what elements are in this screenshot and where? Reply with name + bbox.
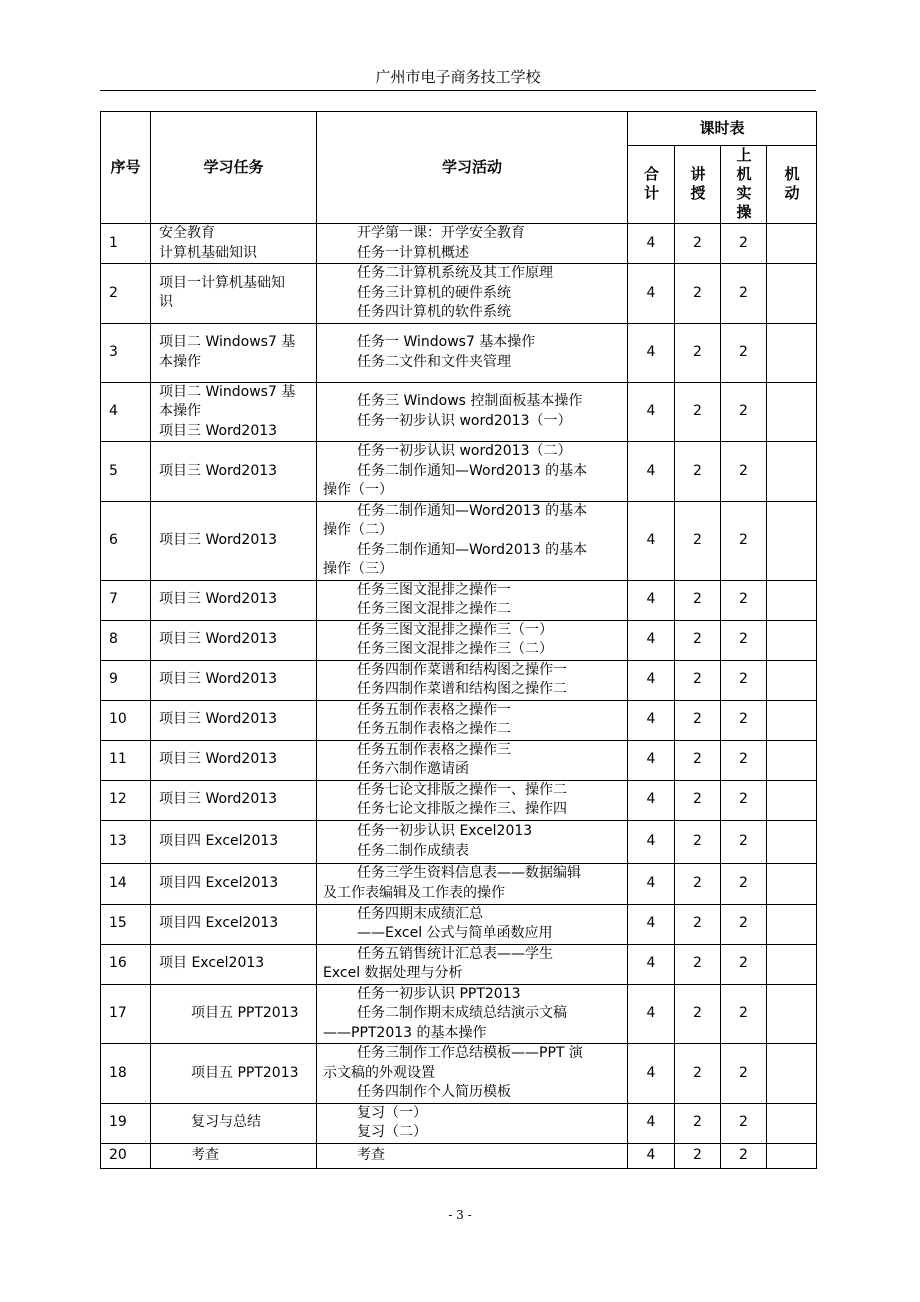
activity-line: 任务四制作菜谱和结构图之操作二 bbox=[357, 681, 567, 697]
hours-total: 4 bbox=[628, 442, 675, 502]
hours-flex bbox=[767, 820, 817, 863]
learning-activity bbox=[317, 780, 628, 820]
hours-practice: 2 bbox=[721, 820, 767, 863]
learning-task bbox=[151, 580, 317, 620]
activity-line: 任务二文件和文件夹管理 bbox=[357, 353, 511, 370]
table-row bbox=[101, 1103, 817, 1143]
row-number: 9 bbox=[101, 660, 151, 700]
hours-lecture: 2 bbox=[675, 984, 721, 1044]
hours-flex bbox=[767, 501, 817, 580]
header-total: 合计 bbox=[628, 146, 675, 224]
learning-activity bbox=[317, 1103, 628, 1143]
hours-lecture: 2 bbox=[675, 904, 721, 944]
hours-flex bbox=[767, 382, 817, 442]
hours-total: 4 bbox=[628, 944, 675, 984]
row-number: 20 bbox=[101, 1143, 151, 1168]
learning-task bbox=[151, 1143, 317, 1168]
row-number: 10 bbox=[101, 700, 151, 740]
hours-lecture: 2 bbox=[675, 1143, 721, 1168]
activity-line: 任务七论文排版之操作一、操作二 bbox=[357, 781, 567, 798]
task-line: 本操作 bbox=[159, 353, 201, 370]
hours-total: 4 bbox=[628, 264, 675, 324]
hours-total: 4 bbox=[628, 323, 675, 382]
hours-lecture: 2 bbox=[675, 820, 721, 863]
task-line: 考查 bbox=[191, 1146, 219, 1163]
hours-lecture: 2 bbox=[675, 700, 721, 740]
learning-task bbox=[151, 780, 317, 820]
row-number: 5 bbox=[101, 442, 151, 502]
learning-task bbox=[151, 323, 317, 382]
hours-total: 4 bbox=[628, 780, 675, 820]
hours-lecture: 2 bbox=[675, 382, 721, 442]
hours-practice: 2 bbox=[721, 740, 767, 780]
learning-activity bbox=[317, 323, 628, 382]
hours-lecture: 2 bbox=[675, 224, 721, 264]
learning-activity bbox=[317, 264, 628, 324]
learning-activity bbox=[317, 863, 628, 904]
hours-practice: 2 bbox=[721, 382, 767, 442]
task-line: 计算机基础知识 bbox=[159, 244, 257, 261]
hours-total: 4 bbox=[628, 660, 675, 700]
hours-practice: 2 bbox=[721, 501, 767, 580]
hours-lecture: 2 bbox=[675, 863, 721, 904]
task-line: 项目三 Word2013 bbox=[159, 711, 278, 728]
row-number: 2 bbox=[101, 264, 151, 324]
activity-line: 操作（三） bbox=[323, 561, 393, 577]
row-number: 16 bbox=[101, 944, 151, 984]
activity-line: 任务二制作期末成绩总结演示文稿 bbox=[357, 1005, 567, 1021]
task-line: 项目 Excel2013 bbox=[159, 955, 265, 972]
hours-practice: 2 bbox=[721, 224, 767, 264]
activity-line: 任务一初步认识 Excel2013 bbox=[357, 823, 533, 839]
learning-task bbox=[151, 224, 317, 264]
activity-line: Excel 数据处理与分析 bbox=[323, 965, 463, 981]
activity-line: ——PPT2013 的基本操作 bbox=[323, 1024, 487, 1041]
activity-line: 任务三图文混排之操作三（二） bbox=[357, 641, 553, 657]
learning-task bbox=[151, 1103, 317, 1143]
table-row bbox=[101, 323, 817, 382]
row-number: 11 bbox=[101, 740, 151, 780]
hours-total: 4 bbox=[628, 620, 675, 660]
learning-task bbox=[151, 264, 317, 324]
hours-practice: 2 bbox=[721, 1103, 767, 1143]
hours-total: 4 bbox=[628, 382, 675, 442]
table-row bbox=[101, 442, 817, 502]
task-line: 项目四 Excel2013 bbox=[159, 915, 279, 932]
learning-task bbox=[151, 382, 317, 442]
learning-activity bbox=[317, 620, 628, 660]
task-line: 项目三 Word2013 bbox=[159, 591, 278, 608]
activity-line: 操作（一） bbox=[323, 482, 393, 498]
task-line: 项目一计算机基础知 bbox=[159, 274, 285, 291]
table-row bbox=[101, 501, 817, 580]
row-number: 15 bbox=[101, 904, 151, 944]
learning-activity bbox=[317, 700, 628, 740]
activity-line: 任务五制作表格之操作一 bbox=[357, 701, 511, 718]
hours-total: 4 bbox=[628, 1103, 675, 1143]
table-row bbox=[101, 863, 817, 904]
learning-task bbox=[151, 740, 317, 780]
table-row bbox=[101, 264, 817, 324]
task-line: 项目三 Word2013 bbox=[159, 631, 278, 648]
learning-task bbox=[151, 620, 317, 660]
hours-flex bbox=[767, 1103, 817, 1143]
learning-activity bbox=[317, 820, 628, 863]
hours-practice: 2 bbox=[721, 620, 767, 660]
table-row bbox=[101, 700, 817, 740]
activity-line: ——Excel 公式与简单函数应用 bbox=[357, 925, 553, 941]
activity-line: 复习（一） bbox=[357, 1104, 427, 1121]
learning-task bbox=[151, 660, 317, 700]
learning-activity bbox=[317, 740, 628, 780]
activity-line: 任务三学生资料信息表——数据编辑 bbox=[357, 865, 581, 881]
hours-flex bbox=[767, 1143, 817, 1168]
learning-task bbox=[151, 820, 317, 863]
learning-task bbox=[151, 944, 317, 984]
task-line: 项目三 Word2013 bbox=[159, 751, 278, 768]
row-number: 6 bbox=[101, 501, 151, 580]
hours-practice: 2 bbox=[721, 944, 767, 984]
activity-line: 任务三计算机的硬件系统 bbox=[357, 284, 511, 301]
learning-task bbox=[151, 984, 317, 1044]
table-row bbox=[101, 780, 817, 820]
learning-task bbox=[151, 700, 317, 740]
learning-activity bbox=[317, 660, 628, 700]
task-line: 项目五 PPT2013 bbox=[191, 1005, 299, 1021]
activity-line: 任务四计算机的软件系统 bbox=[357, 304, 511, 320]
activity-line: 及工作表编辑及工作表的操作 bbox=[323, 884, 505, 901]
table-row bbox=[101, 660, 817, 700]
task-line: 本操作 bbox=[159, 403, 201, 419]
task-line: 项目二 Windows7 基 bbox=[159, 383, 296, 400]
activity-line: 开学第一课：开学安全教育 bbox=[357, 225, 525, 241]
hours-total: 4 bbox=[628, 863, 675, 904]
learning-activity bbox=[317, 501, 628, 580]
learning-activity bbox=[317, 382, 628, 442]
activity-line: 任务五制作表格之操作二 bbox=[357, 721, 511, 737]
activity-line: 任务一初步认识 word2013（一） bbox=[357, 412, 572, 429]
activity-line: 任务一初步认识 word2013（二） bbox=[357, 443, 572, 459]
schedule-body bbox=[101, 224, 817, 1169]
task-line: 项目三 Word2013 bbox=[159, 671, 278, 688]
header-activity: 学习活动 bbox=[317, 112, 628, 224]
activity-line: 任务三图文混排之操作三（一） bbox=[357, 621, 553, 638]
task-line: 项目四 Excel2013 bbox=[159, 832, 279, 849]
task-line: 项目二 Windows7 基 bbox=[159, 334, 296, 350]
hours-flex bbox=[767, 740, 817, 780]
hours-flex bbox=[767, 984, 817, 1044]
header-lecture: 讲授 bbox=[675, 146, 721, 224]
hours-practice: 2 bbox=[721, 700, 767, 740]
hours-flex bbox=[767, 580, 817, 620]
hours-practice: 2 bbox=[721, 904, 767, 944]
table-row bbox=[101, 820, 817, 863]
hours-total: 4 bbox=[628, 984, 675, 1044]
learning-activity bbox=[317, 442, 628, 502]
row-number: 4 bbox=[101, 382, 151, 442]
learning-task bbox=[151, 501, 317, 580]
hours-flex bbox=[767, 863, 817, 904]
hours-practice: 2 bbox=[721, 1143, 767, 1168]
table-row bbox=[101, 620, 817, 660]
learning-activity bbox=[317, 944, 628, 984]
hours-total: 4 bbox=[628, 700, 675, 740]
activity-line: 任务二制作通知—Word2013 的基本 bbox=[357, 462, 588, 479]
hours-total: 4 bbox=[628, 224, 675, 264]
hours-practice: 2 bbox=[721, 660, 767, 700]
activity-line: 任务三 Windows 控制面板基本操作 bbox=[357, 393, 583, 410]
task-line: 项目四 Excel2013 bbox=[159, 874, 279, 891]
table-row bbox=[101, 580, 817, 620]
activity-line: 任务二制作通知—Word2013 的基本 bbox=[357, 502, 588, 519]
activity-line: 考查 bbox=[357, 1146, 385, 1163]
task-line: 项目五 PPT2013 bbox=[191, 1064, 299, 1081]
learning-task bbox=[151, 442, 317, 502]
hours-flex bbox=[767, 224, 817, 264]
hours-total: 4 bbox=[628, 904, 675, 944]
hours-total: 4 bbox=[628, 501, 675, 580]
activity-line: 任务五制作表格之操作三 bbox=[357, 741, 511, 758]
hours-flex bbox=[767, 264, 817, 324]
hours-flex bbox=[767, 620, 817, 660]
table-row bbox=[101, 382, 817, 442]
header-hours: 课时表 bbox=[628, 112, 817, 146]
activity-line: 任务一 Windows7 基本操作 bbox=[357, 334, 536, 350]
hours-total: 4 bbox=[628, 580, 675, 620]
activity-line: 任务七论文排版之操作三、操作四 bbox=[357, 801, 567, 817]
hours-practice: 2 bbox=[721, 1044, 767, 1104]
hours-lecture: 2 bbox=[675, 580, 721, 620]
hours-flex bbox=[767, 780, 817, 820]
hours-lecture: 2 bbox=[675, 323, 721, 382]
hours-total: 4 bbox=[628, 1143, 675, 1168]
activity-line: 任务四期末成绩汇总 bbox=[357, 905, 483, 922]
activity-line: 任务二制作成绩表 bbox=[357, 842, 469, 859]
hours-lecture: 2 bbox=[675, 264, 721, 324]
row-number: 8 bbox=[101, 620, 151, 660]
header-divider bbox=[100, 90, 816, 91]
hours-lecture: 2 bbox=[675, 1103, 721, 1143]
hours-practice: 2 bbox=[721, 264, 767, 324]
hours-lecture: 2 bbox=[675, 740, 721, 780]
hours-flex bbox=[767, 1044, 817, 1104]
hours-lecture: 2 bbox=[675, 780, 721, 820]
row-number: 1 bbox=[101, 224, 151, 264]
table-row bbox=[101, 904, 817, 944]
table-row bbox=[101, 740, 817, 780]
hours-lecture: 2 bbox=[675, 442, 721, 502]
hours-flex bbox=[767, 442, 817, 502]
task-line: 项目三 Word2013 bbox=[159, 531, 278, 548]
hours-lecture: 2 bbox=[675, 501, 721, 580]
row-number: 17 bbox=[101, 984, 151, 1044]
hours-practice: 2 bbox=[721, 442, 767, 502]
task-line: 项目三 Word2013 bbox=[159, 422, 278, 439]
task-line: 安全教育 bbox=[159, 225, 215, 241]
activity-line: 任务四制作个人简历模板 bbox=[357, 1084, 511, 1100]
hours-total: 4 bbox=[628, 820, 675, 863]
learning-activity bbox=[317, 904, 628, 944]
learning-task bbox=[151, 863, 317, 904]
hours-lecture: 2 bbox=[675, 620, 721, 660]
row-number: 7 bbox=[101, 580, 151, 620]
hours-total: 4 bbox=[628, 740, 675, 780]
task-line: 项目三 Word2013 bbox=[159, 462, 278, 479]
hours-practice: 2 bbox=[721, 580, 767, 620]
task-line: 识 bbox=[159, 294, 173, 311]
learning-task bbox=[151, 904, 317, 944]
learning-activity bbox=[317, 580, 628, 620]
hours-practice: 2 bbox=[721, 323, 767, 382]
row-number: 14 bbox=[101, 863, 151, 904]
hours-flex bbox=[767, 944, 817, 984]
hours-practice: 2 bbox=[721, 863, 767, 904]
row-number: 13 bbox=[101, 820, 151, 863]
row-number: 19 bbox=[101, 1103, 151, 1143]
activity-line: 任务六制作邀请函 bbox=[357, 761, 469, 777]
header-practice: 上机实操 bbox=[721, 146, 767, 224]
activity-line: 任务五销售统计汇总表——学生 bbox=[357, 945, 553, 962]
hours-flex bbox=[767, 904, 817, 944]
school-header: 广州市电子商务技工学校 bbox=[375, 68, 541, 86]
activity-line: 任务四制作菜谱和结构图之操作一 bbox=[357, 661, 567, 678]
table-row bbox=[101, 944, 817, 984]
row-number: 18 bbox=[101, 1044, 151, 1104]
hours-lecture: 2 bbox=[675, 660, 721, 700]
learning-activity bbox=[317, 1044, 628, 1104]
activity-line: 示文稿的外观设置 bbox=[323, 1064, 435, 1081]
activity-line: 任务三图文混排之操作二 bbox=[357, 601, 511, 617]
learning-activity bbox=[317, 224, 628, 264]
activity-line: 任务二制作通知—Word2013 的基本 bbox=[357, 541, 588, 558]
hours-lecture: 2 bbox=[675, 1044, 721, 1104]
header-seq: 序号 bbox=[101, 112, 151, 224]
header-task: 学习任务 bbox=[151, 112, 317, 224]
hours-total: 4 bbox=[628, 1044, 675, 1104]
header-flex: 机动 bbox=[767, 146, 817, 224]
table-row bbox=[101, 1143, 817, 1168]
schedule-table bbox=[100, 111, 817, 1169]
learning-task bbox=[151, 1044, 317, 1104]
activity-line: 任务三制作工作总结模板——PPT 演 bbox=[357, 1045, 583, 1061]
activity-line: 任务二计算机系统及其工作原理 bbox=[357, 265, 553, 281]
page-number: - 3 - bbox=[448, 1208, 472, 1222]
hours-flex bbox=[767, 323, 817, 382]
task-line: 复习与总结 bbox=[191, 1114, 261, 1131]
task-line: 项目三 Word2013 bbox=[159, 791, 278, 808]
activity-line: 复习（二） bbox=[357, 1124, 427, 1140]
hours-flex bbox=[767, 700, 817, 740]
hours-flex bbox=[767, 660, 817, 700]
hours-practice: 2 bbox=[721, 984, 767, 1044]
row-number: 3 bbox=[101, 323, 151, 382]
hours-lecture: 2 bbox=[675, 944, 721, 984]
activity-line: 操作（二） bbox=[323, 522, 393, 538]
activity-line: 任务三图文混排之操作一 bbox=[357, 581, 511, 598]
table-row bbox=[101, 984, 817, 1044]
learning-activity bbox=[317, 984, 628, 1044]
table-row bbox=[101, 1044, 817, 1104]
table-row bbox=[101, 224, 817, 264]
activity-line: 任务一计算机概述 bbox=[357, 244, 469, 261]
row-number: 12 bbox=[101, 780, 151, 820]
hours-practice: 2 bbox=[721, 780, 767, 820]
learning-activity bbox=[317, 1143, 628, 1168]
activity-line: 任务一初步认识 PPT2013 bbox=[357, 985, 521, 1002]
